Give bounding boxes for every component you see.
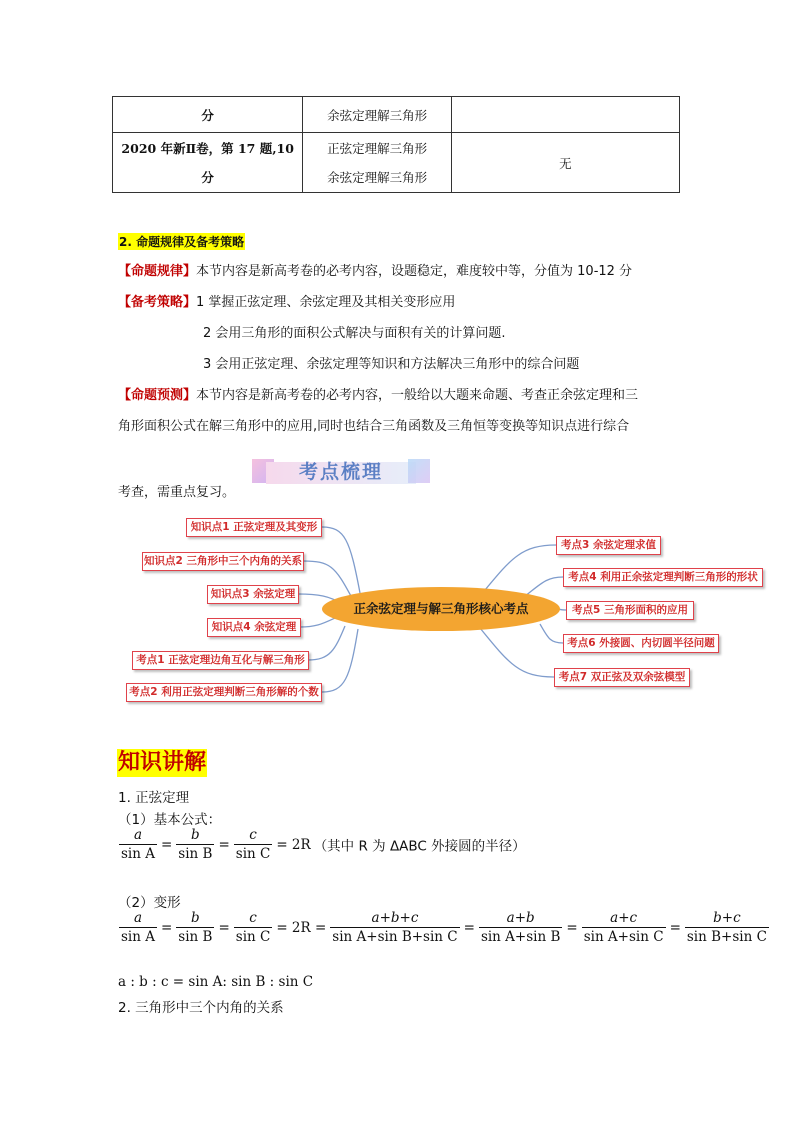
sub-item: （1）基本公式：: [118, 812, 222, 828]
fraction: $\frac{a+b+c}{\text{sin A+sin B+sin C}}$: [332, 910, 458, 945]
mindmap-center: 正余弦定理与解三角形核心考点: [322, 587, 560, 631]
list-item: 1. 正弦定理: [118, 790, 190, 806]
mindmap-node: 知识点2 三角形中三个内角的关系: [142, 552, 304, 571]
mindmap-node: 考点7 双正弦及双余弦模型: [554, 668, 690, 687]
predict-text: 考查，需重点复习。: [118, 485, 236, 500]
table-row: [113, 97, 680, 133]
strategy-paragraph: [118, 293, 455, 313]
fraction: $\frac{a}{\text{sin A}}$: [121, 910, 155, 945]
sub-item: （2）变形: [118, 895, 181, 911]
table-cell: 分: [113, 97, 303, 133]
section-title: 2. 命题规律及备考策略: [119, 235, 245, 249]
table-cell: [451, 97, 679, 133]
table-row: [113, 133, 680, 193]
mindmap-node: 考点2 利用正弦定理判断三角形解的个数: [126, 683, 322, 702]
table-cell: [303, 133, 451, 193]
mindmap-node: 考点1 正弦定理边角互化与解三角形: [132, 651, 309, 670]
mindmap-node: 知识点4 余弦定理: [207, 618, 301, 637]
mindmap-link: [303, 561, 352, 598]
mindmap-link: [308, 626, 345, 660]
predict-text: 角形面积公式在解三角形中的应用,同时也结合三角函数及三角恒等变换等知识点进行综合: [118, 419, 630, 434]
cell-line: 余弦定理解三角形: [327, 169, 428, 185]
strategy-item: 3 会用正弦定理、余弦定理等知识和方法解决三角形中的综合问题: [203, 357, 580, 372]
mindmap-node: 知识点1 正弦定理及其变形: [186, 518, 322, 537]
mindmap-node: 考点4 利用正余弦定理判断三角形的形状: [563, 568, 763, 587]
formula-rhs: = 2R: [276, 836, 311, 853]
cell-line: 2020 年新Ⅱ卷，第 17 题,10: [121, 140, 294, 156]
law-tag: 【命题规律】: [118, 264, 197, 279]
fraction: $\frac{b}{\text{sin B}}$: [178, 910, 213, 945]
banner-title: 考点梳理: [298, 461, 383, 483]
mindmap-node: 考点3 余弦定理求值: [556, 536, 661, 555]
fraction: $\frac{b+c}{\text{sin B+sin C}}$: [686, 910, 767, 945]
mindmap-node: 考点5 三角形面积的应用: [566, 601, 694, 620]
table-cell: 余弦定理解三角形: [303, 97, 451, 133]
mindmap-node: 知识点3 余弦定理: [207, 585, 299, 604]
fraction: $\frac{c}{\text{sin C}}$: [235, 910, 271, 945]
knowledge-heading: 知识讲解: [118, 750, 207, 775]
mindmap-link: [540, 624, 563, 643]
predict-paragraph: [118, 386, 638, 406]
strategy-item: 2 会用三角形的面积公式解决与面积有关的计算问题.: [203, 326, 506, 341]
fraction: $\frac{c}{\text{sin C}}$: [235, 827, 271, 862]
strategy-tag: 【备考策略】: [118, 295, 197, 310]
mindmap-node: 考点6 外接圆、内切圆半径问题: [563, 634, 719, 653]
mindmap-link: [322, 629, 358, 692]
fraction: $\frac{a}{\text{sin A}}$: [121, 827, 155, 862]
mindmap-link: [322, 527, 360, 593]
predict-text: 本节内容是新高考卷的必考内容，一般给以大题来命题、考查正余弦定理和三: [196, 388, 639, 403]
section-banner: [252, 456, 430, 488]
list-item: 2. 三角形中三个内角的关系: [118, 1000, 284, 1016]
strategy-item: 1 掌握正弦定理、余弦定理及其相关变形应用: [196, 295, 456, 310]
formula-variant: $\frac{a}{\text{sin A}}$ = $\frac{b}{\text{sin B}}$ = $\frac{c}{\text{sin C}}$ = 2R = $\frac{a+b+c}{\text{sin A+sin B+sin C}}$ = $\frac{a+b}{\text{sin A+sin B}}$ = $\frac{a+c}{\text{sin A+sin C}}$ = $\frac{b+c}{\text{sin B+sin C}}$: [121, 910, 767, 945]
law-paragraph: [118, 262, 632, 282]
table-cell: [113, 133, 303, 193]
law-text: 本节内容是新高考卷的必考内容，设题稳定，难度较中等，分值为 10-12 分: [196, 264, 633, 279]
ratio-formula: a : b : c = sin A: sin B : sin C: [118, 974, 314, 990]
predict-tag: 【命题预测】: [118, 388, 197, 403]
mindmap-link: [300, 618, 335, 627]
formula-note: （其中 R 为 ΔABC 外接圆的半径）: [313, 838, 526, 855]
fraction: $\frac{a+b}{\text{sin A+sin B}}$: [480, 910, 561, 945]
mindmap-link: [480, 628, 554, 677]
fraction: $\frac{b}{\text{sin B}}$: [178, 827, 213, 862]
exam-table: [112, 96, 680, 193]
fraction: $\frac{a+c}{\text{sin A+sin C}}$: [583, 910, 664, 945]
cell-line: 正弦定理解三角形: [327, 140, 428, 156]
cell-line: 分: [201, 169, 214, 185]
formula-basic: $\frac{a}{\text{sin A}}$ = $\frac{b}{\text{sin B}}$ = $\frac{c}{\text{sin C}}$ = 2R （其中 R 为 ΔABC 外接圆的半径）: [121, 827, 526, 862]
table-cell: 无: [451, 133, 679, 193]
